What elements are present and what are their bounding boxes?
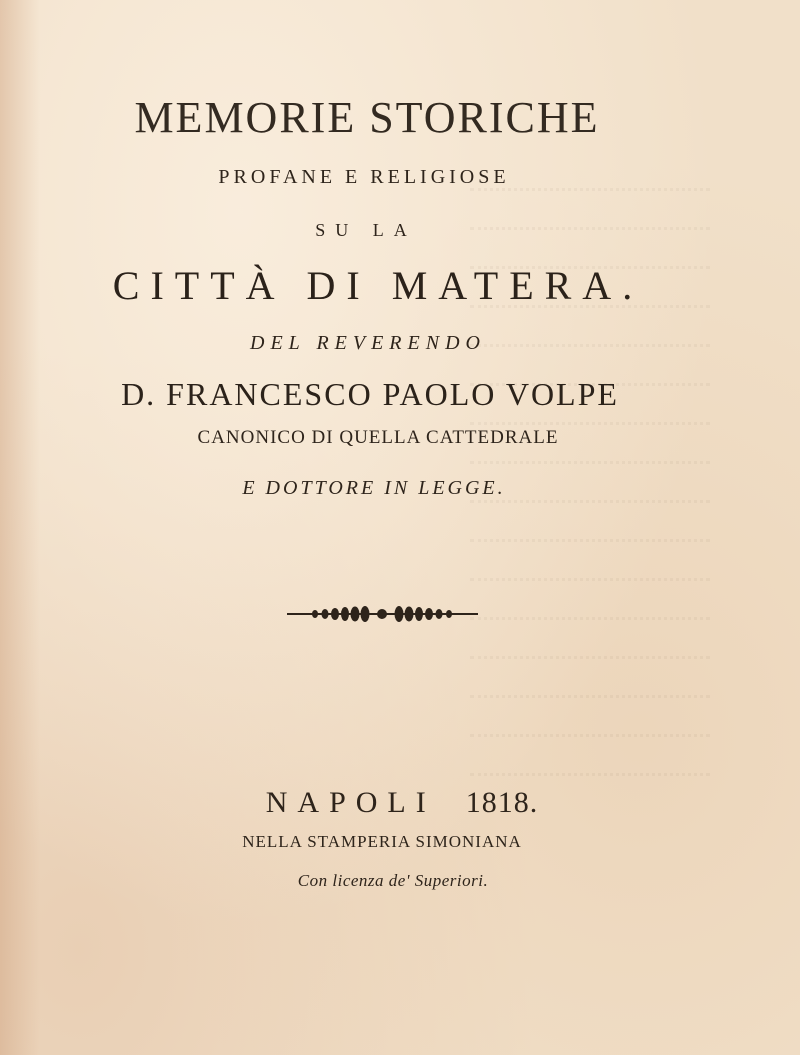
imprint-printer: NELLA STAMPERIA SIMONIANA	[242, 832, 522, 851]
city-title: CITTÀ DI MATERA.	[112, 263, 644, 308]
author-role: CANONICO DI QUELLA CATTEDRALE	[197, 427, 559, 448]
subtitle-connector: SU LA	[315, 220, 417, 240]
author-degree: E DOTTORE IN LEGGE.	[242, 477, 506, 499]
imprint-city: NAPOLI	[265, 786, 436, 819]
ornament-divider	[285, 604, 480, 624]
author-intro: DEL REVERENDO	[250, 332, 486, 354]
imprint-year: 1818.	[465, 786, 539, 819]
imprint-city-year	[2, 786, 800, 820]
main-title: MEMORIE STORICHE	[134, 93, 600, 142]
subtitle: PROFANE E RELIGIOSE	[218, 166, 510, 188]
paper-edge-stain	[0, 0, 40, 1055]
imprint-license: Con licenza de' Superiori.	[297, 871, 489, 890]
author-name: D. FRANCESCO PAOLO VOLPE	[121, 376, 619, 412]
